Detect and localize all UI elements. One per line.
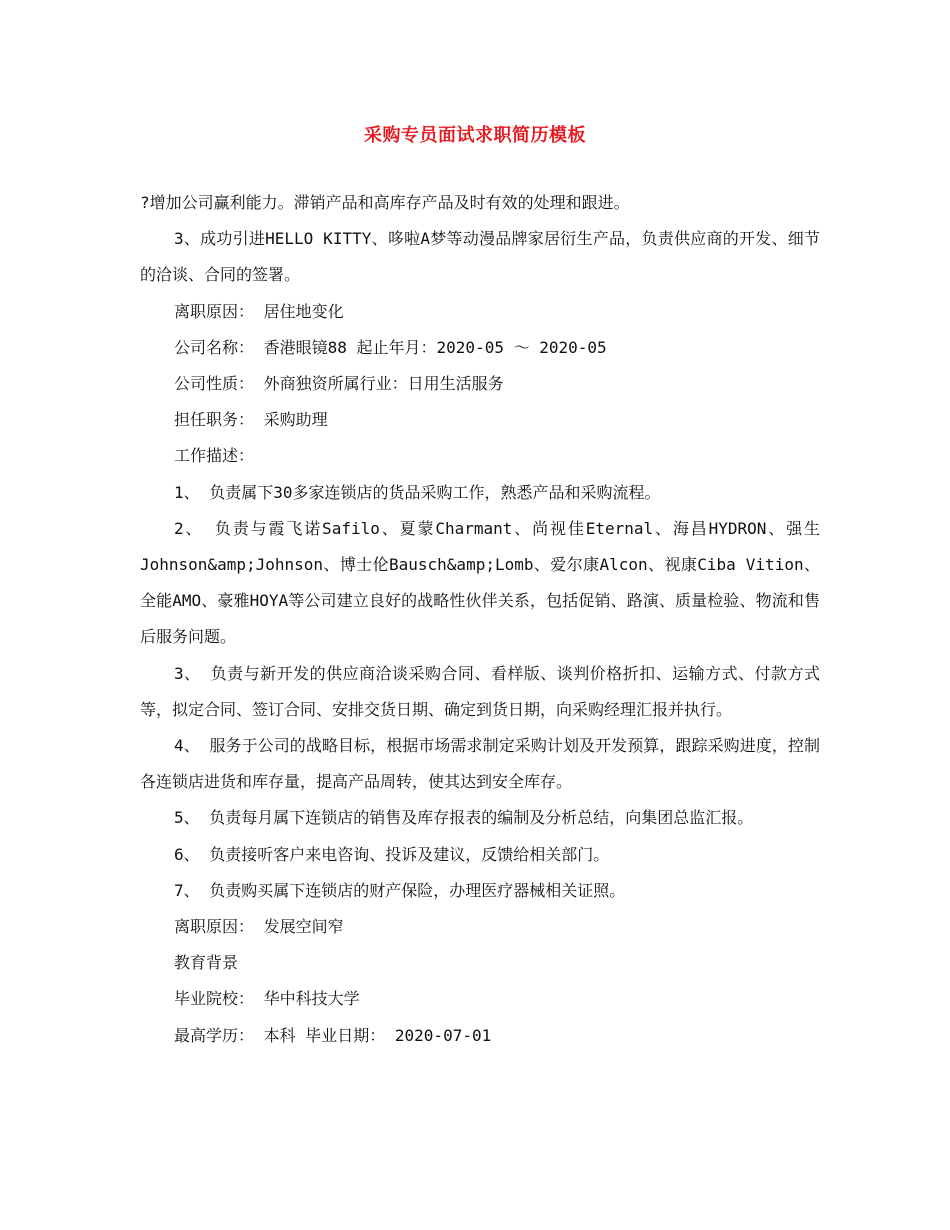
paragraph: 工作描述： [174,446,255,466]
paragraph: 离职原因： 居住地变化 [174,301,344,321]
paragraph: 教育背景 [174,953,239,973]
paragraph: 毕业院校： 华中科技大学 [174,989,360,1009]
paragraph: 3、 负责与新开发的供应商洽谈采购合同、看样版、谈判价格折扣、运输方式、付款方式等，拟定合同、签订合同、安排交货日期、确定到货日期，向采购经理汇报并执行。 [140,663,820,719]
paragraph: ?增加公司赢利能力。滞销产品和高库存产品及时有效的处理和跟进。 [140,193,630,212]
paragraph: 最高学历： 本科 毕业日期： 2020-07-01 [174,1025,492,1045]
paragraph: 担任职务： 采购助理 [174,410,328,430]
paragraph: 1、 负责属下30多家连锁店的货品采购工作，熟悉产品和采购流程。 [174,482,661,502]
paragraph: 5、 负责每月属下连锁店的销售及库存报表的编制及分析总结，向集团总监汇报。 [174,808,754,828]
paragraph: 离职原因： 发展空间窄 [174,917,344,937]
paragraph: 7、 负责购买属下连锁店的财产保险，办理医疗器械相关证照。 [174,880,626,900]
paragraph: 公司性质： 外商独资所属行业：日用生活服务 [174,374,504,394]
paragraph: 3、成功引进HELLO KITTY、哆啦A梦等动漫品牌家居衍生产品，负责供应商的开发、细节的洽谈、合同的签署。 [140,229,820,285]
paragraph: 6、 负责接听客户来电咨询、投诉及建议，反馈给相关部门。 [174,844,610,864]
document-body [140,185,820,1054]
paragraph: 公司名称： 香港眼镜88 起止年月：2020-05 ～ 2020-05 [174,337,607,357]
paragraph: 4、 服务于公司的战略目标，根据市场需求制定采购计划及开发预算，跟踪采购进度，控制各连锁店进货和库存量，提高产品周转，使其达到安全库存。 [140,736,820,792]
paragraph: 2、 负责与霞飞诺Safilo、夏蒙Charmant、尚视佳Eternal、海昌HYDRON、强生Johnson&amp;Johnson、博士伦Bausch&amp;Lomb、爱尔康Alcon、视康Ciba Vition、全能AMO、豪雅HOYA等公司建立良好的战略性伙伴关系，包括促销、路演、质量检验、物流和售后服务问题。 [140,518,820,647]
document-title: 采购专员面试求职简历模板 [364,125,586,146]
